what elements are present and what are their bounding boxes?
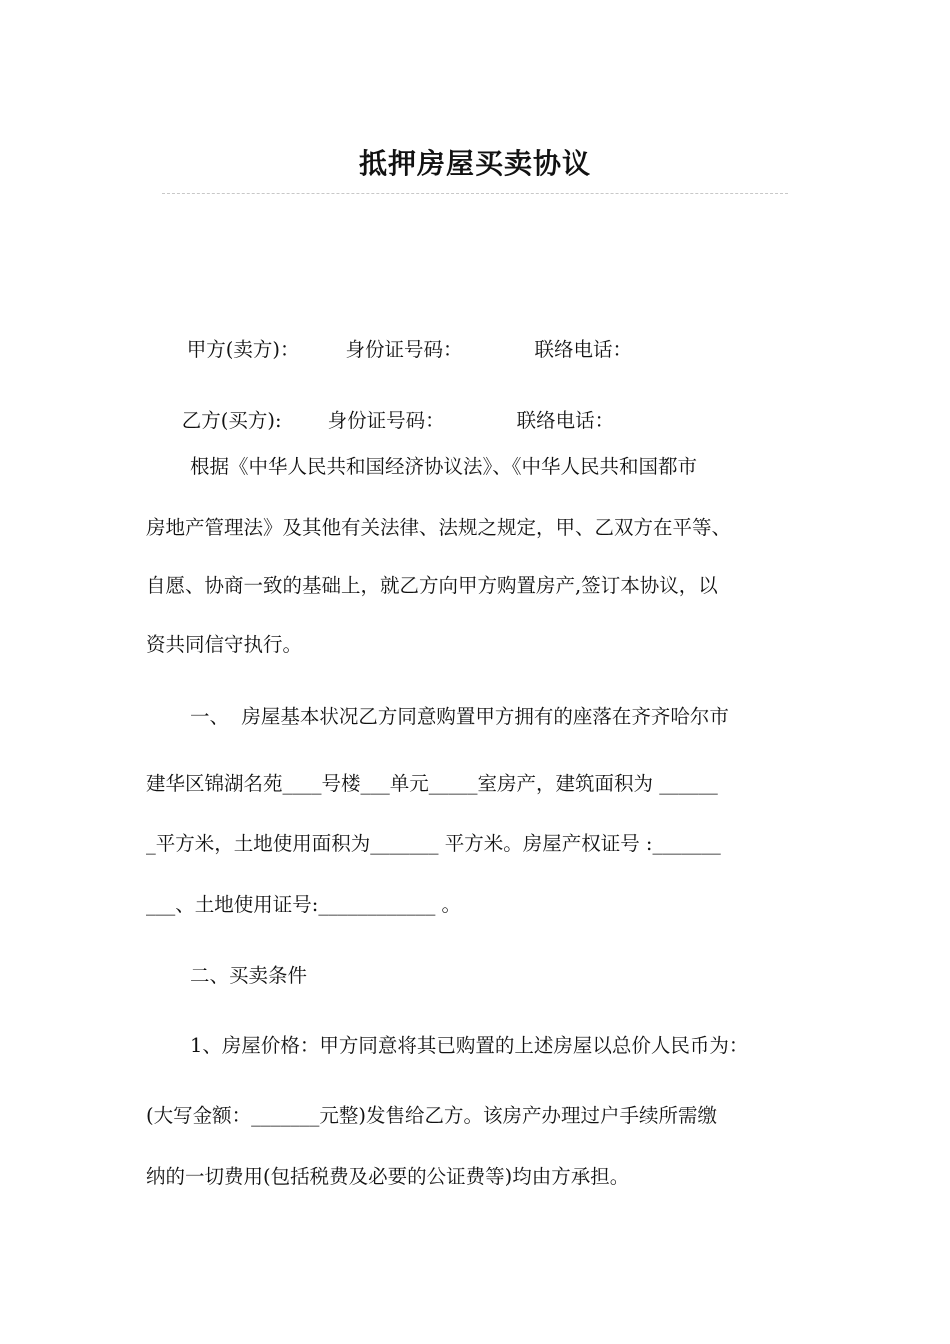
clause-1-line-2: (大写金额：_______元整)发售给乙方。该房产办理过户手续所需缴 xyxy=(146,1104,717,1127)
body-line-8: ___、土地使用证号:____________ 。 xyxy=(146,893,462,916)
party-a-role: 甲方(卖方)： xyxy=(186,338,300,361)
body-line-7: _平方米，土地使用面积为_______ 平方米。房屋产权证号 :_______ xyxy=(146,832,721,855)
title-divider xyxy=(162,193,788,194)
party-a-id-label: 身份证号码： xyxy=(345,338,463,361)
party-b-phone-label: 联络电话： xyxy=(516,409,615,432)
document-title: 抵押房屋买卖协议 xyxy=(358,147,591,180)
party-b-id-label: 身份证号码： xyxy=(327,409,445,432)
body-line-6: 建华区锦湖名苑____号楼___单元_____室房产，建筑面积为 ______ xyxy=(146,772,718,795)
body-line-3: 自愿、协商一致的基础上，就乙方向甲方购置房产,签订本协议，以 xyxy=(146,574,718,597)
body-line-1: 根据《中华人民共和国经济协议法》、《中华人民共和国都市 xyxy=(190,455,698,478)
body-line-2: 房地产管理法》及其他有关法律、法规之规定，甲、乙双方在平等、 xyxy=(146,516,732,539)
section-1-heading: 一、 房屋基本状况乙方同意购置甲方拥有的座落在齐齐哈尔市 xyxy=(190,705,729,728)
body-line-4: 资共同信守执行。 xyxy=(146,633,303,656)
party-b-line xyxy=(157,379,614,463)
clause-1-line-3: 纳的一切费用(包括税费及必要的公证费等)均由方承担。 xyxy=(146,1165,630,1188)
party-a-phone-label: 联络电话： xyxy=(534,338,633,361)
section-2-heading: 二、买卖条件 xyxy=(190,964,308,987)
clause-1-line-1: 1、房屋价格：甲方同意将其已购置的上述房屋以总价人民币为： xyxy=(190,1034,749,1057)
party-b-role: 乙方(买方): xyxy=(181,409,282,432)
